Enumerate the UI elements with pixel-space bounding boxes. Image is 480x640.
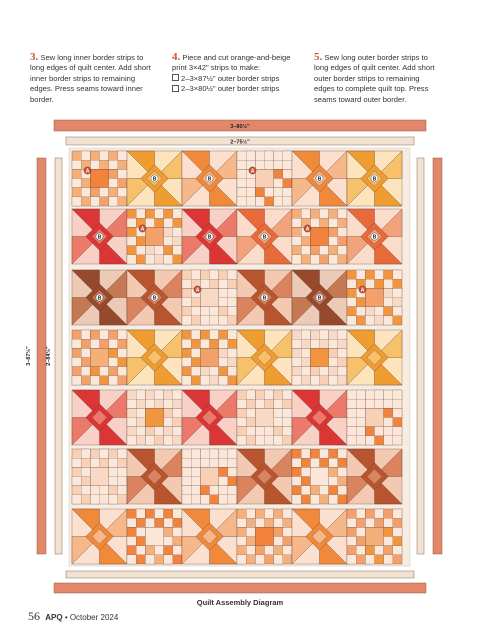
- quilt-block: [72, 509, 127, 564]
- quilt-block: [347, 330, 402, 385]
- step-text-3: edges. Press seams toward inner: [30, 84, 143, 94]
- quilt-block: [182, 390, 237, 445]
- step-number: 5.: [314, 51, 323, 63]
- quilt-block: [347, 390, 402, 445]
- block-label: B: [317, 295, 322, 302]
- step-text-4: border.: [30, 94, 54, 104]
- block-label: A: [140, 226, 145, 233]
- label-top-outer: 3–80½": [230, 124, 250, 130]
- step-text-1: long edges of quilt center. Add short: [30, 63, 151, 73]
- step-text-4: seams toward outer border.: [314, 94, 407, 104]
- page-footer: [28, 609, 118, 624]
- step-text-0: Piece and cut orange-and-beige: [182, 53, 291, 62]
- block-label: B: [207, 234, 212, 241]
- step-text-2: outer border strips to remaining: [314, 73, 420, 83]
- magazine-name: APQ: [45, 613, 63, 622]
- quilt-block: [347, 151, 402, 206]
- quilt-block: [127, 151, 182, 206]
- quilt-block: [182, 151, 237, 206]
- label-top-inner: 2–75½": [230, 139, 250, 146]
- quilt-block: [182, 330, 237, 385]
- cut-list-item: 2–3×87½" outer border strips: [172, 74, 302, 84]
- quilt-block: [127, 209, 182, 264]
- block-label: B: [317, 176, 322, 183]
- block-label: B: [152, 295, 157, 302]
- quilt-block: [292, 209, 347, 264]
- quilt-block: [347, 209, 402, 264]
- quilt-block: [347, 270, 402, 325]
- step-text-0: Sew long outer border strips to: [324, 53, 428, 62]
- block-label: B: [372, 234, 377, 241]
- quilt-block: [237, 209, 292, 264]
- block-label: B: [262, 234, 267, 241]
- quilt-block: [237, 151, 292, 206]
- block-label: A: [250, 168, 255, 175]
- quilt-block: [237, 509, 292, 564]
- border-strip-bottom-inner: [66, 571, 414, 578]
- block-label: A: [195, 287, 200, 294]
- border-strip-bottom-outer: [54, 583, 426, 593]
- quilt-block: [72, 390, 127, 445]
- quilt-block: [237, 449, 292, 504]
- step-number: 3.: [30, 51, 39, 63]
- step-text-1: long edges of quilt center. Add short: [314, 63, 435, 73]
- quilt-block: [292, 449, 347, 504]
- step-text-0: Sew long inner border strips to: [40, 53, 144, 62]
- quilt-block: [72, 151, 127, 206]
- block-label: A: [305, 226, 310, 233]
- quilt-block: [182, 509, 237, 564]
- block-label: B: [97, 234, 102, 241]
- step-text-3: edges to complete quilt top. Press: [314, 84, 429, 94]
- cut-list-item: 2–3×80½" outer border strips: [172, 84, 302, 94]
- quilt-block: [72, 209, 127, 264]
- quilt-block: [292, 390, 347, 445]
- quilt-block: [127, 270, 182, 325]
- quilt-block: [292, 509, 347, 564]
- step-number: 4.: [172, 51, 181, 63]
- quilt-block: [292, 151, 347, 206]
- block-label: B: [372, 176, 377, 183]
- block-label: B: [207, 176, 212, 183]
- block-label: B: [262, 295, 267, 302]
- block-label: A: [85, 168, 90, 175]
- quilt-block: [292, 270, 347, 325]
- step-text-1: print 3×42" strips to make:: [172, 63, 261, 73]
- diagram-caption: Quilt Assembly Diagram: [196, 598, 284, 607]
- quilt-block: [182, 209, 237, 264]
- border-strip-right-inner: [417, 158, 424, 554]
- page-number: 56: [28, 609, 40, 623]
- label-side-inner: 2–84½": [46, 346, 52, 366]
- issue-date: • October 2024: [64, 613, 119, 622]
- quilt-block: [237, 390, 292, 445]
- block-label: A: [360, 287, 365, 294]
- quilt-block: [127, 390, 182, 445]
- quilt-block: [347, 509, 402, 564]
- step-text-2: inner border strips to remaining: [30, 73, 136, 83]
- border-strip-right-outer: [433, 158, 442, 554]
- quilt-block: [72, 270, 127, 325]
- label-side-outer: 3–87½": [26, 346, 32, 366]
- quilt-block: [182, 449, 237, 504]
- block-label: B: [152, 176, 157, 183]
- quilt-block: [292, 330, 347, 385]
- quilt-block: [237, 270, 292, 325]
- quilt-block: [347, 449, 402, 504]
- quilt-block: [127, 330, 182, 385]
- quilt-blocks: [72, 151, 402, 564]
- quilt-block: [127, 509, 182, 564]
- quilt-block: [72, 330, 127, 385]
- quilt-block: [237, 330, 292, 385]
- block-label: B: [97, 295, 102, 302]
- border-strip-left-outer: [37, 158, 46, 554]
- border-strip-left-inner: [55, 158, 62, 554]
- quilt-block: [182, 270, 237, 325]
- quilt-block: [72, 449, 127, 504]
- quilt-block: [127, 449, 182, 504]
